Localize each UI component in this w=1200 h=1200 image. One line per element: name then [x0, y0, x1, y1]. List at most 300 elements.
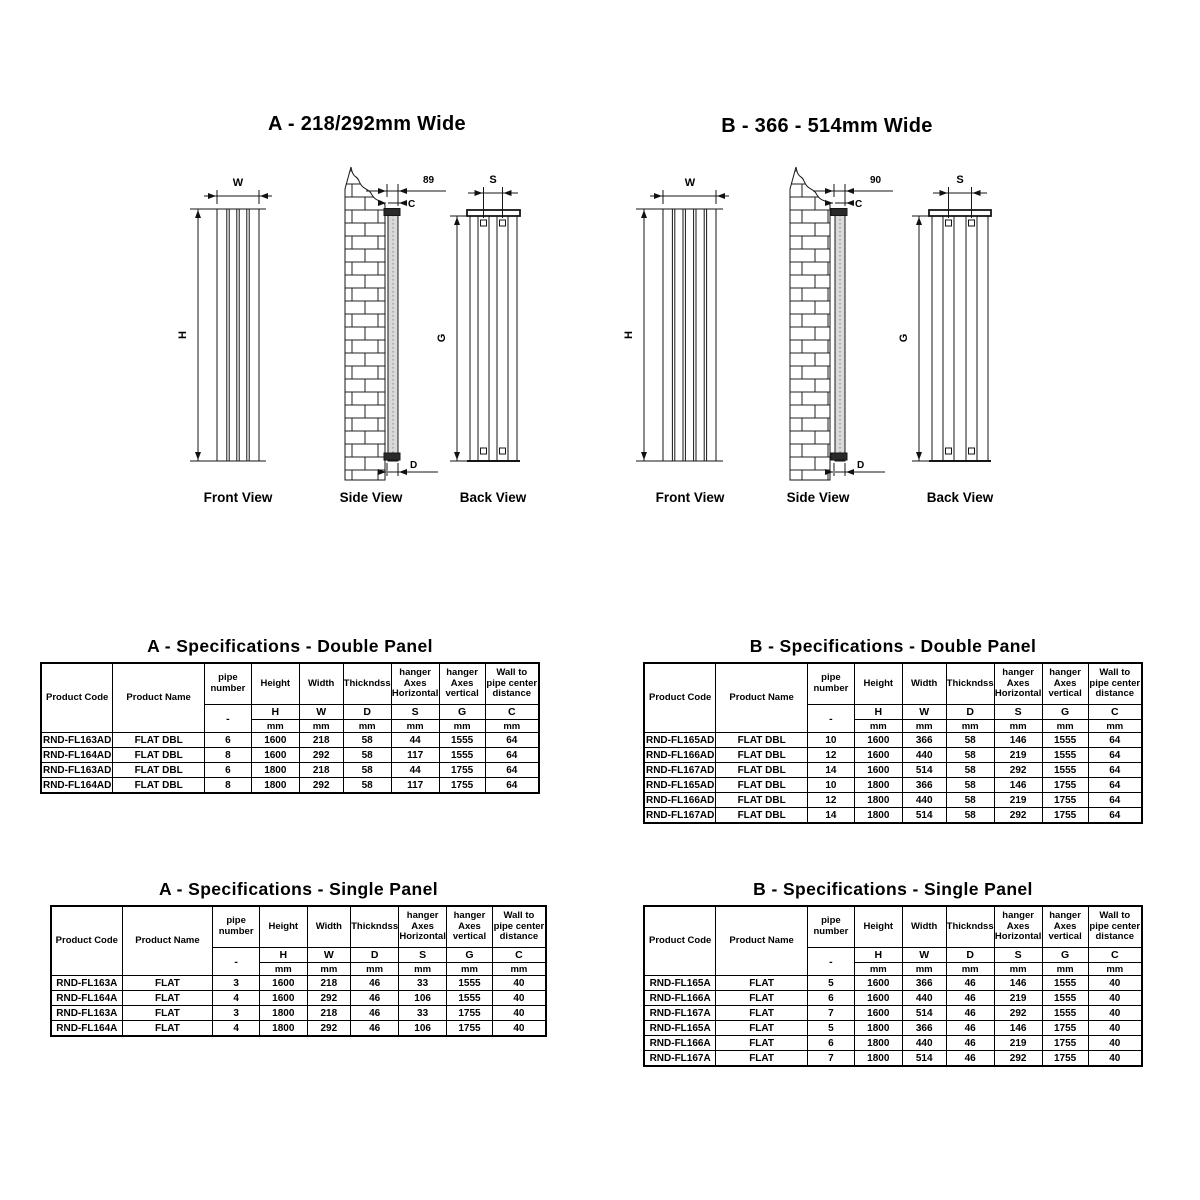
table-row — [51, 991, 546, 1006]
data-cell: 6 — [807, 1036, 854, 1051]
table-row — [644, 793, 1142, 808]
data-cell: 219 — [994, 793, 1042, 808]
data-cell: 146 — [994, 733, 1042, 748]
data-cell: 6 — [807, 991, 854, 1006]
unit-header: mm — [946, 720, 994, 733]
data-cell: FLAT — [716, 1006, 808, 1021]
hanger-rail — [497, 216, 508, 461]
dash-header: - — [204, 705, 251, 733]
data-cell: 46 — [351, 976, 399, 991]
symbol-header: C — [1088, 948, 1142, 963]
unit-header: mm — [946, 963, 994, 976]
symbol-header: D — [343, 705, 391, 720]
data-cell: 1555 — [1042, 991, 1088, 1006]
column-header: Product Name — [716, 663, 808, 733]
unit-header: mm — [994, 963, 1042, 976]
symbol-header: W — [307, 948, 351, 963]
column-header: Wall to pipe center distance — [1088, 906, 1142, 948]
data-cell: 1555 — [1042, 1006, 1088, 1021]
unit-header: mm — [351, 963, 399, 976]
diagram-a — [40, 145, 580, 515]
column-header: Height — [251, 663, 299, 705]
data-cell: 64 — [485, 748, 539, 763]
column-header: pipe number — [807, 906, 854, 948]
symbol-header: C — [492, 948, 546, 963]
data-cell: 1555 — [439, 748, 485, 763]
top-wall-bracket — [384, 209, 400, 216]
diagram-b-title: B - 366 - 514mm Wide — [721, 115, 933, 137]
data-cell: FLAT DBL — [716, 733, 808, 748]
table-row — [644, 1051, 1142, 1067]
front-view-caption: Front View — [203, 490, 273, 505]
data-cell: 3 — [213, 1006, 260, 1021]
data-cell: 1555 — [1042, 976, 1088, 991]
brick-wall — [345, 167, 385, 480]
product-code-cell: RND-FL163AD — [42, 734, 112, 746]
data-cell: 218 — [307, 1006, 351, 1021]
spec-table-b-single — [643, 905, 1143, 1067]
data-cell: 1800 — [259, 1021, 307, 1037]
product-code-cell: RND-FL166AD — [645, 794, 715, 806]
data-cell: 1800 — [854, 793, 902, 808]
data-cell: 64 — [1088, 808, 1142, 824]
data-cell: 292 — [994, 763, 1042, 778]
data-cell: 1755 — [1042, 793, 1088, 808]
unit-header: mm — [1088, 720, 1142, 733]
data-cell: 292 — [994, 1051, 1042, 1067]
data-cell: 1755 — [447, 1021, 493, 1037]
symbol-header: H — [251, 705, 299, 720]
s-dim-label: S — [489, 174, 497, 186]
data-cell: 1755 — [1042, 1036, 1088, 1051]
column-header: Wall to pipe center distance — [492, 906, 546, 948]
front-view-caption: Front View — [655, 490, 725, 505]
data-cell: 6 — [204, 763, 251, 778]
column-header: pipe number — [213, 906, 260, 948]
table-row — [41, 778, 539, 794]
data-cell: 58 — [946, 748, 994, 763]
unit-header: mm — [994, 720, 1042, 733]
data-cell: 12 — [807, 793, 854, 808]
data-cell: FLAT — [122, 1006, 213, 1021]
back-view-a — [436, 174, 520, 461]
data-cell: 46 — [946, 976, 994, 991]
column-header: Thickndss — [946, 906, 994, 948]
column-header: Width — [299, 663, 343, 705]
column-header: Height — [854, 663, 902, 705]
data-cell: 1600 — [854, 763, 902, 778]
data-cell: 46 — [946, 1051, 994, 1067]
symbol-header: S — [994, 705, 1042, 720]
data-cell: 64 — [1088, 748, 1142, 763]
table-row — [41, 763, 539, 778]
data-cell: 1600 — [251, 748, 299, 763]
data-cell: 440 — [902, 793, 946, 808]
data-cell: FLAT — [122, 991, 213, 1006]
d-dim-label: D — [410, 460, 418, 471]
data-cell: 292 — [994, 808, 1042, 824]
data-cell: 1600 — [854, 991, 902, 1006]
table-row — [644, 763, 1142, 778]
data-cell: 64 — [1088, 793, 1142, 808]
data-cell: 146 — [994, 778, 1042, 793]
product-code-cell: RND-FL163A — [51, 1006, 122, 1021]
data-cell: 58 — [946, 733, 994, 748]
data-cell: 40 — [492, 1021, 546, 1037]
data-cell: 58 — [946, 808, 994, 824]
unit-header: mm — [343, 720, 391, 733]
data-cell: 58 — [343, 733, 391, 748]
data-cell: 40 — [1088, 1051, 1142, 1067]
product-code-cell: RND-FL166A — [644, 991, 716, 1006]
data-cell: 514 — [902, 1051, 946, 1067]
data-cell: 146 — [994, 1021, 1042, 1036]
product-code-cell: RND-FL164AD — [42, 749, 112, 761]
data-cell: 8 — [204, 778, 251, 794]
data-cell: 1800 — [251, 763, 299, 778]
data-cell: 218 — [299, 733, 343, 748]
column-header: hanger Axes Horizontal — [994, 906, 1042, 948]
data-cell: 44 — [391, 733, 439, 748]
data-cell: 40 — [492, 1006, 546, 1021]
bottom-wall-bracket — [831, 453, 847, 460]
brick-wall — [790, 167, 830, 480]
table-row — [51, 976, 546, 991]
data-cell: 5 — [807, 976, 854, 991]
data-cell: 10 — [807, 733, 854, 748]
data-cell: 1800 — [251, 778, 299, 794]
top-wall-bracket — [831, 209, 847, 216]
data-cell: 146 — [994, 976, 1042, 991]
column-header: Product Code — [41, 663, 113, 733]
symbol-header: W — [902, 948, 946, 963]
column-header: hanger Axes vertical — [1042, 906, 1088, 948]
data-cell: 14 — [807, 808, 854, 824]
table-row — [644, 1006, 1142, 1021]
data-cell: FLAT DBL — [113, 748, 205, 763]
data-cell: 440 — [902, 748, 946, 763]
data-cell: 14 — [807, 763, 854, 778]
data-cell: 366 — [902, 1021, 946, 1036]
column-header: Product Name — [113, 663, 205, 733]
data-cell: 1755 — [439, 763, 485, 778]
column-header: Thickndss — [946, 663, 994, 705]
data-cell: 117 — [391, 748, 439, 763]
product-code-cell: RND-FL163AD — [42, 764, 112, 776]
data-cell: FLAT — [716, 1021, 808, 1036]
data-cell: 1800 — [854, 1036, 902, 1051]
data-cell: 440 — [902, 991, 946, 1006]
front-view-a — [177, 177, 272, 461]
data-cell: 40 — [1088, 1021, 1142, 1036]
unit-header: mm — [447, 963, 493, 976]
wall-offset-dim-label: 90 — [870, 175, 882, 186]
g-dim-label: G — [898, 333, 910, 343]
height-dim-label: H — [623, 331, 635, 339]
data-cell: 1600 — [259, 991, 307, 1006]
column-header: Product Name — [716, 906, 808, 976]
product-code-cell: RND-FL165AD — [645, 779, 715, 791]
data-cell: 58 — [343, 763, 391, 778]
data-cell: 6 — [204, 733, 251, 748]
data-cell: FLAT DBL — [716, 793, 808, 808]
data-cell: 1755 — [1042, 1021, 1088, 1036]
data-cell: 1800 — [854, 808, 902, 824]
data-cell: 292 — [299, 778, 343, 794]
diagram-a-title: A - 218/292mm Wide — [268, 113, 466, 135]
data-cell: 1600 — [854, 748, 902, 763]
data-cell: 218 — [307, 976, 351, 991]
data-cell: 1800 — [854, 778, 902, 793]
data-cell: 58 — [946, 793, 994, 808]
width-dim-label: W — [232, 177, 244, 189]
data-cell: 1800 — [854, 1021, 902, 1036]
data-cell: 514 — [902, 763, 946, 778]
back-view-caption: Back View — [926, 490, 994, 505]
product-code-cell: RND-FL167A — [644, 1006, 716, 1021]
data-cell: 46 — [946, 1036, 994, 1051]
back-view-b — [898, 174, 991, 461]
data-cell: 40 — [1088, 976, 1142, 991]
data-cell: 1800 — [259, 1006, 307, 1021]
column-header: Height — [854, 906, 902, 948]
unit-header: mm — [854, 963, 902, 976]
c-dim-label: C — [408, 199, 416, 210]
data-cell: FLAT — [716, 991, 808, 1006]
data-cell: 44 — [391, 763, 439, 778]
column-header: hanger Axes vertical — [1042, 663, 1088, 705]
product-code-cell: RND-FL166A — [644, 1036, 716, 1051]
side-view-caption: Side View — [786, 490, 850, 505]
data-cell: FLAT — [122, 1021, 213, 1037]
unit-header: mm — [307, 963, 351, 976]
data-cell: 106 — [399, 991, 447, 1006]
spec-section-a-double — [40, 636, 540, 794]
unit-header: mm — [854, 720, 902, 733]
unit-header: mm — [299, 720, 343, 733]
data-cell: 33 — [399, 976, 447, 991]
symbol-header: C — [485, 705, 539, 720]
data-cell: 4 — [213, 991, 260, 1006]
column-header: Thickndss — [351, 906, 399, 948]
column-header: pipe number — [204, 663, 251, 705]
data-cell: FLAT — [122, 976, 213, 991]
symbol-header: W — [299, 705, 343, 720]
table-title: B - Specifications - Single Panel — [753, 879, 1033, 899]
unit-header: mm — [902, 720, 946, 733]
data-cell: 366 — [902, 778, 946, 793]
data-cell: 117 — [391, 778, 439, 794]
data-cell: FLAT — [716, 1036, 808, 1051]
dash-header: - — [807, 948, 854, 976]
table-row — [644, 733, 1142, 748]
data-cell: 1755 — [1042, 808, 1088, 824]
column-header: Height — [259, 906, 307, 948]
unit-header: mm — [251, 720, 299, 733]
data-cell: 40 — [492, 991, 546, 1006]
data-cell: 514 — [902, 808, 946, 824]
data-cell: 1555 — [1042, 748, 1088, 763]
spec-section-b-single — [643, 879, 1143, 1067]
data-cell: FLAT — [716, 1051, 808, 1067]
symbol-header: G — [439, 705, 485, 720]
table-row — [644, 808, 1142, 824]
data-cell: 64 — [485, 763, 539, 778]
data-cell: 64 — [485, 778, 539, 794]
data-cell: 1600 — [259, 976, 307, 991]
unit-header: mm — [391, 720, 439, 733]
column-header: pipe number — [807, 663, 854, 705]
data-cell: FLAT DBL — [716, 763, 808, 778]
spec-section-b-double — [643, 636, 1143, 824]
data-cell: 46 — [351, 1006, 399, 1021]
symbol-header: D — [946, 948, 994, 963]
data-cell: FLAT — [716, 976, 808, 991]
data-cell: 64 — [1088, 733, 1142, 748]
data-cell: FLAT DBL — [113, 763, 205, 778]
data-cell: 1755 — [1042, 1051, 1088, 1067]
column-header: Product Name — [122, 906, 213, 976]
table-title: B - Specifications - Double Panel — [749, 636, 1037, 656]
data-cell: 10 — [807, 778, 854, 793]
data-cell: 514 — [902, 1006, 946, 1021]
product-code-cell: RND-FL164AD — [41, 778, 113, 794]
data-cell: 46 — [946, 991, 994, 1006]
symbol-header: G — [447, 948, 493, 963]
data-cell: 1600 — [854, 1006, 902, 1021]
diagram-b — [620, 145, 1160, 515]
table-row — [644, 778, 1142, 793]
unit-header: mm — [1088, 963, 1142, 976]
data-cell: 46 — [351, 991, 399, 1006]
table-row — [644, 1036, 1142, 1051]
product-code-cell: RND-FL164A — [51, 1021, 122, 1037]
table-row — [51, 1006, 546, 1021]
data-cell: 1755 — [1042, 778, 1088, 793]
data-cell: 1600 — [251, 733, 299, 748]
data-cell: 58 — [946, 778, 994, 793]
symbol-header: D — [946, 705, 994, 720]
column-header: Wall to pipe center distance — [485, 663, 539, 705]
data-cell: 3 — [213, 976, 260, 991]
column-header: Wall to pipe center distance — [1088, 663, 1142, 705]
data-cell: 40 — [1088, 1006, 1142, 1021]
column-header: hanger Axes Horizontal — [391, 663, 439, 705]
data-cell: 7 — [807, 1051, 854, 1067]
data-cell: 1600 — [854, 733, 902, 748]
table-row — [644, 991, 1142, 1006]
data-cell: 1600 — [854, 976, 902, 991]
symbol-header: G — [1042, 948, 1088, 963]
data-cell: FLAT DBL — [113, 778, 205, 794]
data-cell: 33 — [399, 1006, 447, 1021]
bottom-wall-bracket — [384, 453, 400, 460]
column-header: Width — [307, 906, 351, 948]
product-code-cell: RND-FL164A — [51, 991, 122, 1006]
data-cell: 106 — [399, 1021, 447, 1037]
symbol-header: C — [1088, 705, 1142, 720]
data-cell: 5 — [807, 1021, 854, 1036]
column-header: Product Code — [51, 906, 122, 976]
column-header: hanger Axes Horizontal — [399, 906, 447, 948]
data-cell: 46 — [351, 1021, 399, 1037]
product-code-cell: RND-FL167AD — [645, 764, 715, 776]
side-view-b — [790, 167, 893, 480]
data-cell: 58 — [343, 748, 391, 763]
data-cell: 40 — [1088, 1036, 1142, 1051]
data-cell: 8 — [204, 748, 251, 763]
product-code-cell: RND-FL165AD — [645, 734, 715, 746]
unit-header: mm — [439, 720, 485, 733]
column-header: hanger Axes vertical — [439, 663, 485, 705]
data-cell: 292 — [299, 748, 343, 763]
spec-table-a-single — [50, 905, 547, 1037]
data-cell: 1555 — [1042, 763, 1088, 778]
column-header: Product Code — [644, 663, 716, 733]
data-cell: 218 — [299, 763, 343, 778]
symbol-header: H — [854, 705, 902, 720]
table-title: A - Specifications - Single Panel — [159, 879, 438, 899]
hanger-rail — [943, 216, 954, 461]
data-cell: 46 — [946, 1006, 994, 1021]
width-dim-label: W — [684, 177, 696, 189]
spec-table-b-double — [643, 662, 1143, 824]
product-code-cell: RND-FL167A — [644, 1051, 716, 1067]
data-cell: FLAT DBL — [716, 748, 808, 763]
data-cell: 366 — [902, 976, 946, 991]
data-cell: FLAT DBL — [716, 778, 808, 793]
unit-header: mm — [1042, 720, 1088, 733]
data-cell: 58 — [946, 763, 994, 778]
column-header: Thickndss — [343, 663, 391, 705]
symbol-header: D — [351, 948, 399, 963]
data-cell: FLAT DBL — [716, 808, 808, 824]
table-row — [51, 1021, 546, 1037]
data-cell: 58 — [343, 778, 391, 794]
symbol-header: S — [391, 705, 439, 720]
data-cell: 219 — [994, 991, 1042, 1006]
symbol-header: H — [259, 948, 307, 963]
height-dim-label: H — [177, 331, 189, 339]
product-code-cell: RND-FL165A — [644, 1021, 716, 1036]
s-dim-label: S — [956, 174, 964, 186]
data-cell: 46 — [946, 1021, 994, 1036]
product-code-cell: RND-FL167AD — [644, 808, 716, 824]
column-header: Product Code — [644, 906, 716, 976]
data-cell: 12 — [807, 748, 854, 763]
table-row — [41, 748, 539, 763]
table-row — [644, 976, 1142, 991]
data-cell: 366 — [902, 733, 946, 748]
back-view-caption: Back View — [459, 490, 527, 505]
d-dim-label: D — [857, 460, 865, 471]
table-title: A - Specifications - Double Panel — [147, 636, 433, 656]
symbol-header: S — [994, 948, 1042, 963]
data-cell: 440 — [902, 1036, 946, 1051]
data-cell: 40 — [1088, 991, 1142, 1006]
unit-header: mm — [902, 963, 946, 976]
data-cell: 219 — [994, 748, 1042, 763]
column-header: hanger Axes Horizontal — [994, 663, 1042, 705]
wall-offset-dim-label: 89 — [423, 175, 435, 186]
product-code-cell: RND-FL165A — [644, 976, 716, 991]
side-view-a — [345, 167, 446, 480]
product-code-cell: RND-FL166AD — [645, 749, 715, 761]
symbol-header: G — [1042, 705, 1088, 720]
data-cell: FLAT DBL — [113, 733, 205, 748]
data-cell: 292 — [307, 1021, 351, 1037]
data-cell: 1555 — [439, 733, 485, 748]
